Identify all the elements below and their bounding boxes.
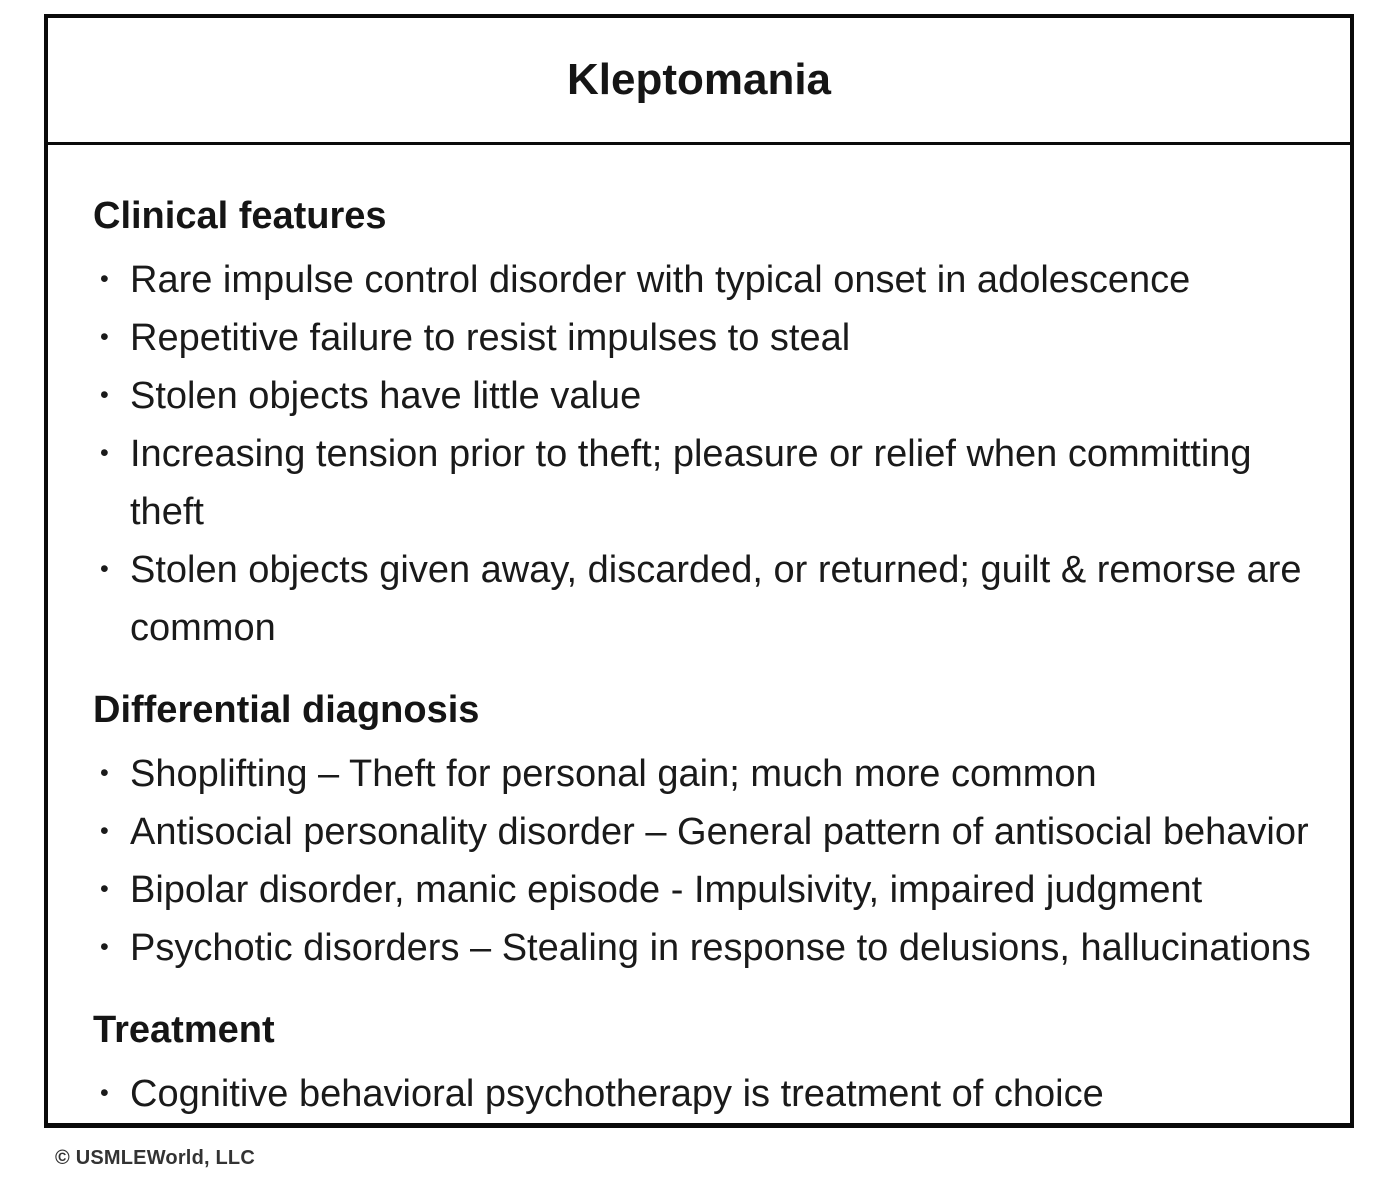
- section-treatment: [93, 1001, 1325, 1123]
- list-item: • Cognitive behavioral psychotherapy is treatment of choice: [93, 1065, 1325, 1123]
- clinical-features-list: [93, 251, 1325, 657]
- list-item: • Stolen objects given away, discarded, or returned; guilt & remorse are common: [93, 541, 1325, 657]
- list-item: • Rare impulse control disorder with typical onset in adolescence: [93, 251, 1325, 309]
- list-item: • Repetitive failure to resist impulses to steal: [93, 309, 1325, 367]
- section-heading-clinical-features: Clinical features: [93, 195, 387, 237]
- card-header: [48, 18, 1350, 145]
- list-item: • Bipolar disorder, manic episode - Impulsivity, impaired judgment: [93, 861, 1325, 919]
- section-heading-treatment: Treatment: [93, 1009, 275, 1051]
- card-border-box: [44, 14, 1354, 1128]
- copyright-notice: © USMLEWorld, LLC: [55, 1147, 255, 1169]
- page-title: Kleptomania: [566, 55, 832, 104]
- section-heading-differential-diagnosis: Differential diagnosis: [93, 689, 480, 731]
- list-item: • Increasing tension prior to theft; pleasure or relief when committing theft: [93, 425, 1325, 541]
- section-clinical-features: [93, 187, 1325, 657]
- list-item: • Psychotic disorders – Stealing in response to delusions, hallucinations: [93, 919, 1325, 977]
- list-item: • Stolen objects have little value: [93, 367, 1325, 425]
- list-item: • Antisocial personality disorder – General pattern of antisocial behavior: [93, 803, 1325, 861]
- card-body: [48, 145, 1350, 1123]
- differential-diagnosis-list: [93, 745, 1325, 977]
- treatment-list: [93, 1065, 1325, 1123]
- list-item: • Shoplifting – Theft for personal gain; much more common: [93, 745, 1325, 803]
- section-differential-diagnosis: [93, 681, 1325, 977]
